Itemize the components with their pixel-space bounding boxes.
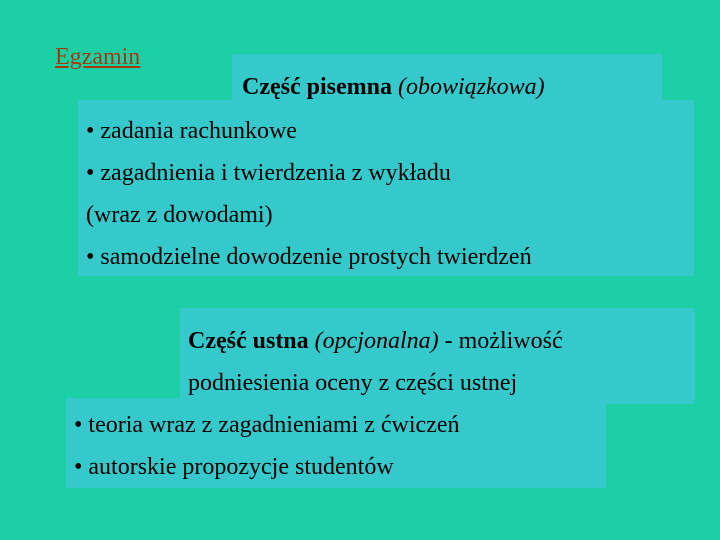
oral-heading xyxy=(188,320,563,362)
written-item: (wraz z dowodami) xyxy=(86,202,273,228)
oral-item: • autorskie propozycje studentów xyxy=(74,454,394,480)
oral-heading-italic: (opcjonalna) xyxy=(314,328,439,354)
written-heading xyxy=(242,66,545,108)
written-item: • samodzielne dowodzenie prostych twierdzeń xyxy=(86,244,532,270)
written-item: • zagadnienia i twierdzenia z wykładu xyxy=(86,160,451,186)
oral-heading-bold: Część ustna xyxy=(188,328,309,354)
oral-heading-rest: - możliwość xyxy=(444,328,563,354)
written-heading-bold: Część pisemna xyxy=(242,74,392,100)
oral-item: • teoria wraz z zagadnieniami z ćwiczeń xyxy=(74,412,460,438)
oral-heading-line2: podniesienia oceny z części ustnej xyxy=(188,370,518,396)
slide-title[interactable]: Egzamin xyxy=(55,44,141,70)
written-item: • zadania rachunkowe xyxy=(86,118,297,144)
written-heading-italic: (obowiązkowa) xyxy=(397,74,545,100)
